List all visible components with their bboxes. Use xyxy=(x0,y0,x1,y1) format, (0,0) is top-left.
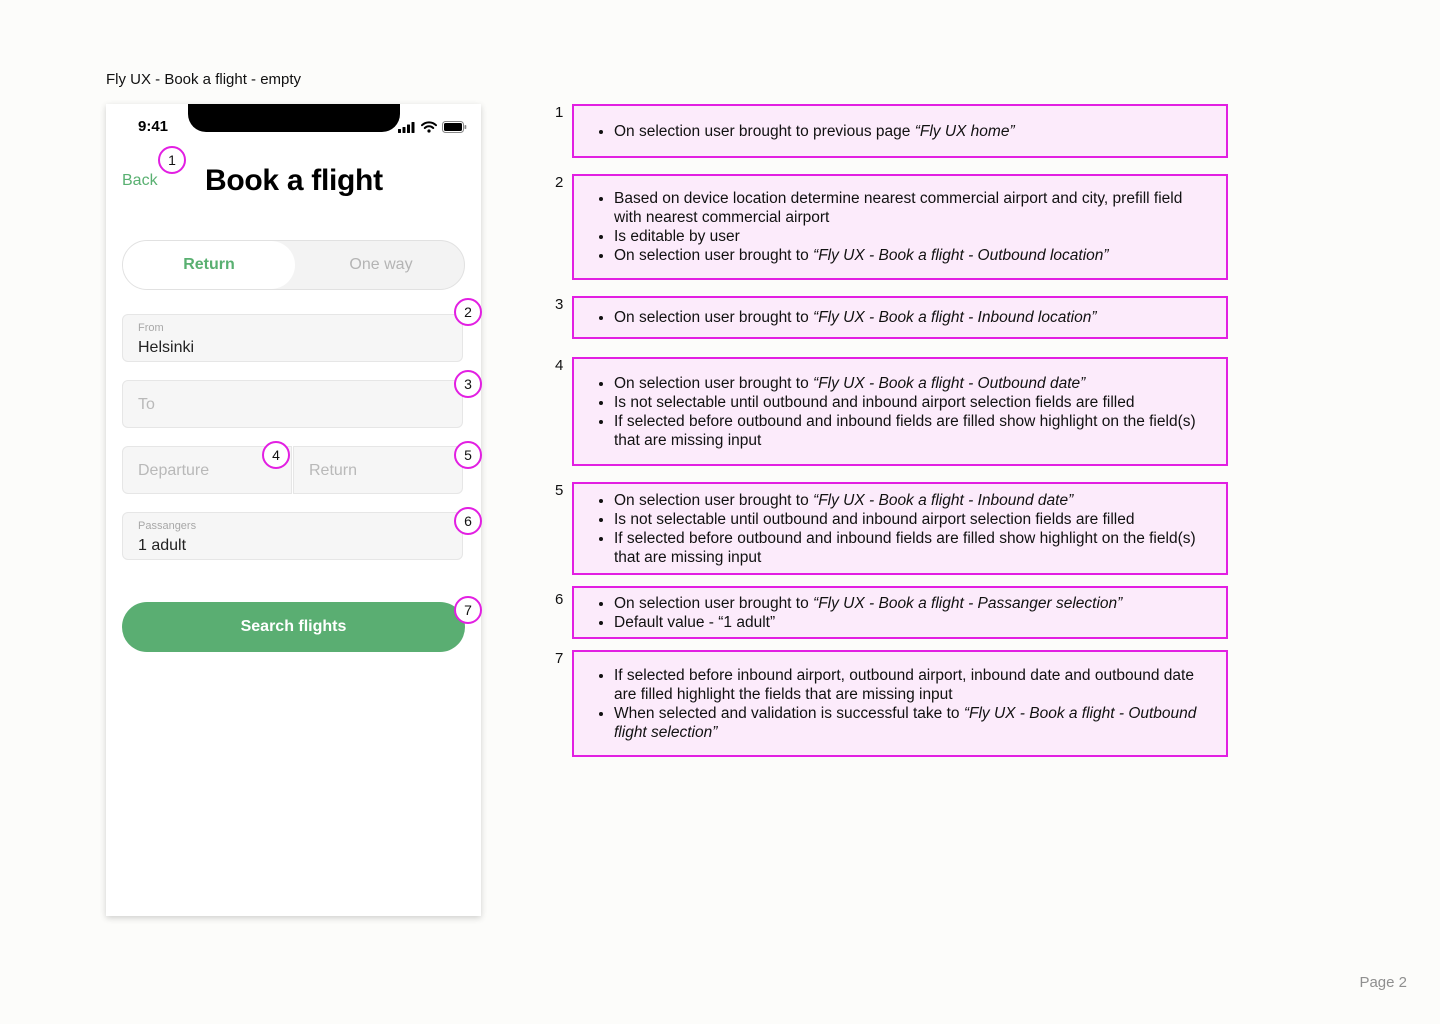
note-line xyxy=(614,122,1015,141)
from-label: From xyxy=(138,322,164,334)
signal-icon xyxy=(398,122,416,133)
back-button[interactable]: Back xyxy=(122,172,158,189)
annotation-marker-2: 2 xyxy=(454,298,482,326)
status-icons xyxy=(398,121,467,133)
note-line xyxy=(614,246,1214,265)
note-link-text: “Fly UX - Book a flight - Inbound location” xyxy=(813,309,1097,326)
trip-type-toggle xyxy=(122,240,465,290)
annotation-marker-5: 5 xyxy=(454,441,482,469)
note-number: 5 xyxy=(555,482,564,499)
note-line xyxy=(614,666,1214,704)
note-text: Is not selectable until outbound and inbound airport selection fields are filled xyxy=(614,393,1135,411)
note-box-1 xyxy=(572,104,1228,158)
wifi-icon xyxy=(421,121,437,133)
annotation-marker-6: 6 xyxy=(454,507,482,535)
note-text: On selection user brought to previous page xyxy=(614,122,915,140)
note-list xyxy=(598,491,1214,567)
status-time: 9:41 xyxy=(138,118,169,135)
phone-screen xyxy=(106,104,481,916)
note-list xyxy=(598,189,1214,265)
note-list xyxy=(598,594,1122,632)
note-number: 2 xyxy=(555,174,564,191)
note-number: 6 xyxy=(555,591,564,608)
passengers-value: 1 adult xyxy=(138,537,187,554)
note-link-text: “Fly UX - Book a flight - Outbound location” xyxy=(813,247,1109,264)
note-number: 4 xyxy=(555,357,564,374)
note-line xyxy=(614,227,1214,246)
passengers-label: Passangers xyxy=(138,520,197,532)
note-line xyxy=(614,308,1096,327)
note-line xyxy=(614,189,1214,227)
to-placeholder: To xyxy=(138,396,155,413)
note-line xyxy=(614,412,1214,450)
note-box-6 xyxy=(572,586,1228,639)
note-line xyxy=(614,594,1122,613)
note-text: On selection user brought to xyxy=(614,491,814,509)
phone-notch xyxy=(188,104,400,132)
search-flights-button[interactable]: Search flights xyxy=(122,602,465,652)
date-row xyxy=(122,446,463,494)
return-placeholder: Return xyxy=(309,462,358,479)
return-date-field[interactable] xyxy=(293,446,463,494)
note-link-text: “Fly UX - Book a flight - Inbound date” xyxy=(813,491,1074,509)
note-text: On selection user brought to xyxy=(614,247,814,264)
note-text: Based on device location determine nearest commercial airport and city, prefill field with nearest commercial airport xyxy=(614,190,1183,226)
note-text: On selection user brought to xyxy=(614,309,814,326)
from-field[interactable] xyxy=(122,314,463,362)
page-number: Page 2 xyxy=(1359,974,1407,991)
note-line xyxy=(614,704,1214,742)
note-box-3 xyxy=(572,296,1228,339)
to-field[interactable] xyxy=(122,380,463,428)
trip-type-return[interactable]: Return xyxy=(123,241,295,289)
note-text: On selection user brought to xyxy=(614,594,814,612)
note-line xyxy=(614,374,1214,393)
note-box-5 xyxy=(572,482,1228,575)
note-number: 1 xyxy=(555,104,564,121)
note-line xyxy=(614,491,1214,510)
battery-icon xyxy=(442,121,467,133)
note-link-text: “Fly UX home” xyxy=(914,122,1015,140)
note-line xyxy=(614,510,1214,529)
page-title: Book a flight xyxy=(205,164,383,197)
note-text: Default value - “1 adult” xyxy=(614,613,776,631)
departure-placeholder: Departure xyxy=(138,462,210,479)
note-box-2 xyxy=(572,174,1228,280)
annotation-marker-1: 1 xyxy=(158,146,186,174)
note-link-text: “Fly UX - Book a flight - Outbound flight selection” xyxy=(614,704,1197,741)
note-box-4 xyxy=(572,357,1228,466)
note-link-text: “Fly UX - Book a flight - Passanger selection” xyxy=(813,594,1123,612)
note-text: If selected before outbound and inbound fields are filled show highlight on the field(s) that are missing input xyxy=(614,529,1196,566)
trip-type-one-way[interactable]: One way xyxy=(349,256,413,273)
note-text: On selection user brought to xyxy=(614,374,814,392)
note-number: 3 xyxy=(555,296,564,313)
note-link-text: “Fly UX - Book a flight - Outbound date” xyxy=(813,374,1086,392)
note-text: When selected and validation is successful take to xyxy=(614,704,964,722)
annotation-marker-3: 3 xyxy=(454,370,482,398)
passengers-field[interactable] xyxy=(122,512,463,560)
note-text: Is not selectable until outbound and inbound airport selection fields are filled xyxy=(614,510,1135,528)
note-number: 7 xyxy=(555,650,564,667)
note-list xyxy=(598,122,1015,141)
note-box-7 xyxy=(572,650,1228,757)
from-value: Helsinki xyxy=(138,339,195,356)
note-line xyxy=(614,529,1214,567)
note-line xyxy=(614,393,1214,412)
note-text: If selected before inbound airport, outbound airport, inbound date and outbound date are filled highlight the fields that are missing input xyxy=(614,666,1194,703)
note-list xyxy=(598,374,1214,450)
note-list xyxy=(598,666,1214,742)
note-line xyxy=(614,613,1122,632)
note-text: If selected before outbound and inbound fields are filled show highlight on the field(s) that are missing input xyxy=(614,412,1196,449)
note-list xyxy=(598,308,1096,327)
annotation-marker-7: 7 xyxy=(454,596,482,624)
note-text: Is editable by user xyxy=(614,228,740,245)
annotation-marker-4: 4 xyxy=(262,441,290,469)
frame-title: Fly UX - Book a flight - empty xyxy=(106,71,302,88)
